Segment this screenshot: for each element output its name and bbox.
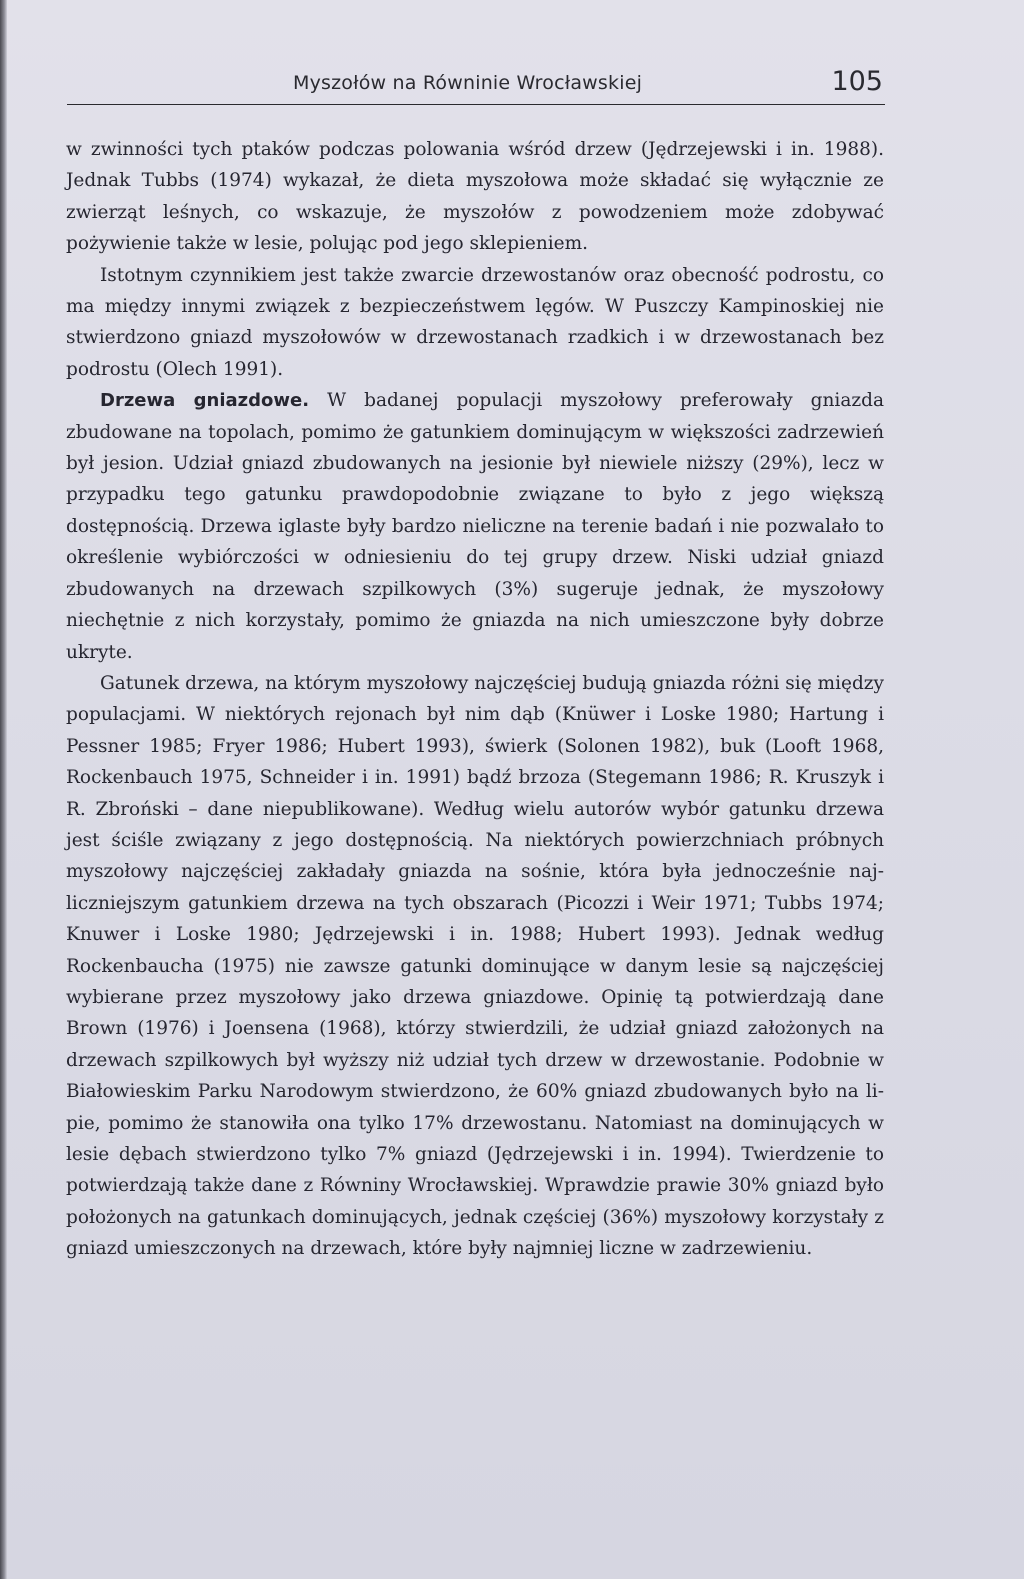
page-edge-shadow xyxy=(0,0,7,1579)
paragraph-stand-density xyxy=(66,260,884,386)
section-run-in-heading: Drzewa gniazdowe. xyxy=(100,390,310,412)
paragraph-text: Gatunek drzewa, na którym myszołowy najczęściej budują gniazda różni się między populacjami. W niektórych rejonach był nim dąb (Knüwer i Loske 1980; Hartung i Pessner 1985; Fryer 1986; Hubert 1993), świerk (Solonen 1982), buk (Looft 1968, Rockenbauch 1975, Schneider i in. 1991) bądź brzoza (Stegemann 1986; R. Kruszyk i R. Zbroński – dane niepublikowane). Według wielu autorów wybór gatunku drzewa jest ściśle związany z jego dostępnością. Na niektórych powierzchniach próbnych myszołowy najczęściej zakładały gniazda na sośnie, która była jednocześnie najliczniejszym gatunkiem drzewa na tych obszarach (Picozzi i Weir 1971; Tubbs 1974; Knuwer i Loske 1980; Jędrzejewski i in. 1988; Hubert 1993). Jednak według Rockenbaucha (1975) nie zawsze gatunki dominujące w danym lesie są najczęściej wybierane przez myszołowy jako drzewa gniazdowe. Opinię tą potwierdzają dane Brown (1976) i Joensena (1968), którzy stwierdzili, że udział gniazd założonych na drzewach szpilkowych był wyższy niż udział tych drzew w drzewostanie. Podobnie w Białowieskim Parku Narodowym stwierdzono, że 60% gniazd zbudowanych było na lipie, pomimo że stanowiła ona tylko 17% drzewostanu. Natomiast na dominujących w lesie dębach stwierdzono tylko 7% gniazd (Jędrzejewski i in. 1994). Twierdzenie to potwierdzają także dane z Równiny Wrocławskiej. Wprawdzie prawie 30% gniazd było położonych na gatunkach dominujących, jednak częściej (36%) myszołowy korzystały z gniazd umieszczonych na drzewach, które były najmniej liczne w zadrzewieniu. xyxy=(66,672,884,1260)
paragraph-tree-species xyxy=(66,668,884,1265)
paragraph-text: Istotnym czynnikiem jest także zwarcie drzewostanów oraz obecność podrostu, co ma między innymi związek z bezpieczeństwem lęgów. W Puszczy Kampinoskiej nie stwierdzono gniazd myszołowów w drzewostanach rzadkich i w drzewostanach bez podrostu (Olech 1991). xyxy=(66,264,884,380)
running-title: Myszołów na Równinie Wrocławskiej xyxy=(293,72,643,94)
paragraph-continuation xyxy=(66,134,884,260)
page-number: 105 xyxy=(831,66,883,97)
paragraph-nest-trees xyxy=(66,385,884,668)
page-header xyxy=(67,60,885,105)
paragraph-text: w zwinności tych ptaków podczas polowania wśród drzew (Jędrzejewski i in. 1988). Jednak Tubbs (1974) wykazał, że dieta myszołowa może składać się wyłącznie ze zwierząt leśnych, co wskazuje, że myszołów z powodzeniem może zdobywać pożywienie także w lesie, polując pod jego sklepieniem. xyxy=(66,139,884,255)
body-text xyxy=(66,134,884,1265)
paragraph-text: W badanej populacji myszołowy preferowały gniazda zbudowane na topolach, pomimo że gatunkiem dominującym w większości zadrzewień był jesion. Udział gniazd zbudowanych na jesionie był niewiele niższy (29%), lecz w przypadku tego gatunku prawdopodobnie związane to było z jego większą dostępnością. Drzewa iglaste były bardzo nieliczne na terenie badań i nie pozwalało to określenie wybiórczości w odniesieniu do tej grupy drzew. Niski udział gniazd zbudowanych na drzewach szpilkowych (3%) sugeruje jednak, że myszołowy niechętnie z nich korzystały, pomimo że gniazda na nich umieszczone były dobrze ukryte. xyxy=(66,390,884,663)
